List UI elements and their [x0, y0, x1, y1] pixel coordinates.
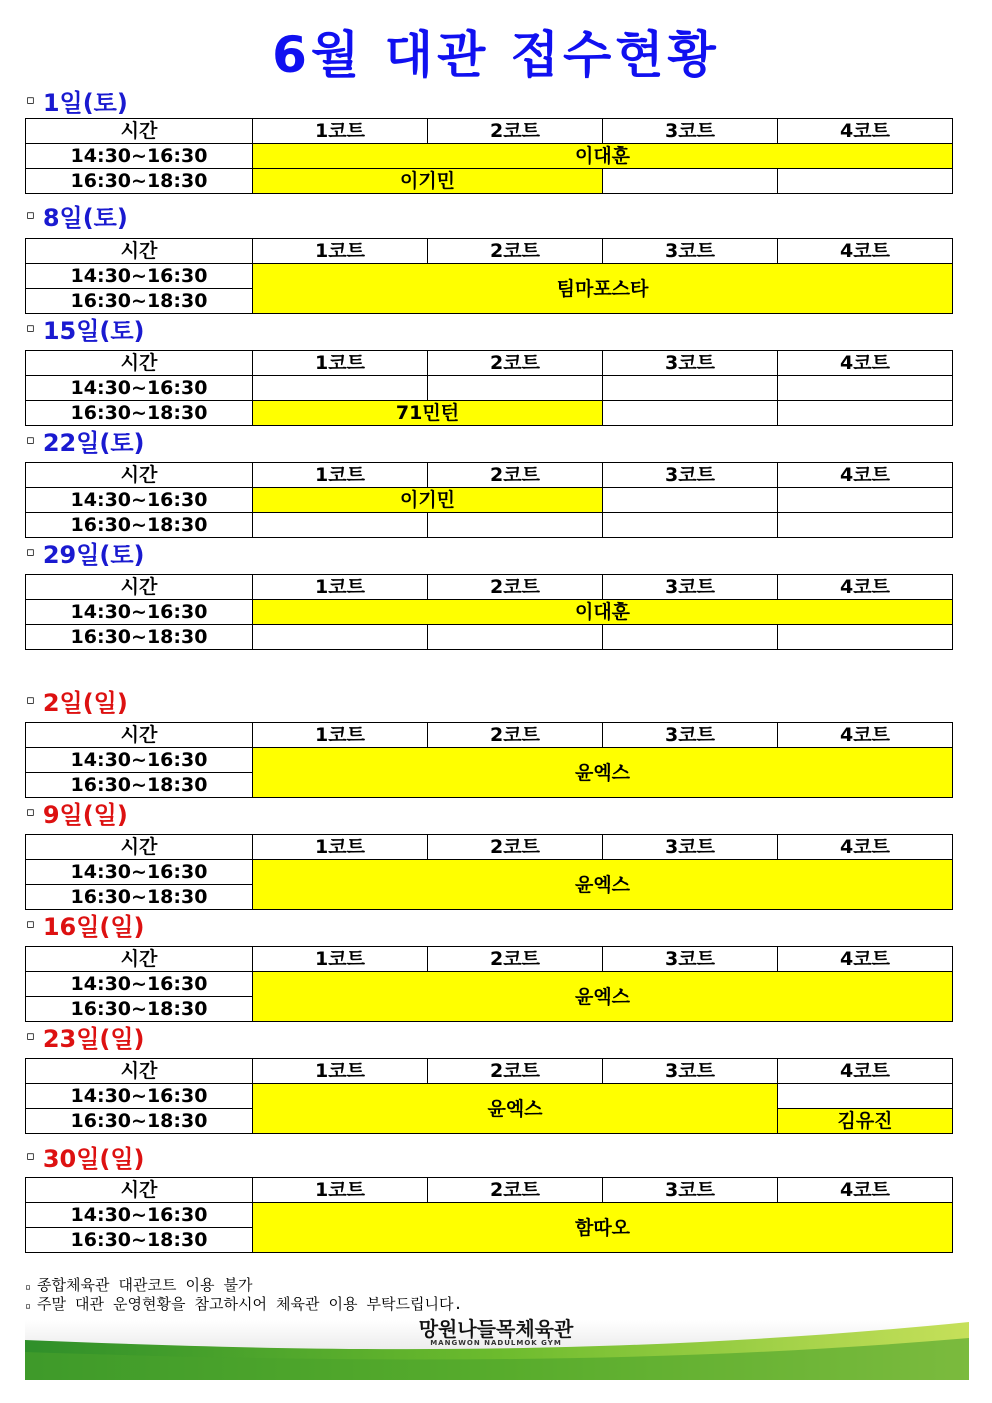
- time-slot: 14:30~16:30: [26, 376, 253, 401]
- empty-cell: [603, 401, 778, 426]
- empty-cell: [428, 513, 603, 538]
- header-court-2: 2코트: [428, 1059, 603, 1084]
- header-court-1: 1코트: [253, 239, 428, 264]
- empty-cell: [253, 625, 428, 650]
- header-time: 시간: [26, 463, 253, 488]
- header-time: 시간: [26, 351, 253, 376]
- header-court-2: 2코트: [428, 239, 603, 264]
- header-time: 시간: [26, 835, 253, 860]
- time-slot: 14:30~16:30: [26, 1084, 253, 1109]
- bullet-icon: ▫: [25, 1282, 32, 1293]
- header-court-3: 3코트: [603, 351, 778, 376]
- empty-cell: [428, 376, 603, 401]
- bullet-icon: ▫: [26, 93, 35, 108]
- booking-cell: 윤엑스: [253, 860, 953, 910]
- booking-cell: 이대훈: [253, 600, 953, 625]
- booking-cell: 이기민: [253, 169, 603, 194]
- schedule-table: [25, 946, 953, 1022]
- header-court-1: 1코트: [253, 351, 428, 376]
- bullet-icon: ▫: [26, 208, 35, 223]
- section-label: ▫ 1일(토): [26, 89, 128, 117]
- header-court-4: 4코트: [778, 119, 953, 144]
- header-time: 시간: [26, 723, 253, 748]
- bullet-icon: ▫: [26, 433, 35, 448]
- empty-cell: [428, 625, 603, 650]
- gym-name: 망원나들목체육관: [418, 1317, 574, 1341]
- time-slot: 16:30~18:30: [26, 773, 253, 798]
- header-court-3: 3코트: [603, 463, 778, 488]
- schedule-table: [25, 118, 953, 194]
- empty-cell: [778, 513, 953, 538]
- header-court-4: 4코트: [778, 575, 953, 600]
- header-time: 시간: [26, 1178, 253, 1203]
- section-label: ▫ 16일(일): [26, 913, 145, 941]
- time-slot: 16:30~18:30: [26, 997, 253, 1022]
- schedule-table: [25, 462, 953, 538]
- time-slot: 14:30~16:30: [26, 264, 253, 289]
- empty-cell: [778, 1084, 953, 1109]
- empty-cell: [778, 401, 953, 426]
- schedule-table: [25, 722, 953, 798]
- header-court-2: 2코트: [428, 351, 603, 376]
- header-time: 시간: [26, 575, 253, 600]
- time-slot: 14:30~16:30: [26, 972, 253, 997]
- header-court-4: 4코트: [778, 463, 953, 488]
- time-slot: 16:30~18:30: [26, 1109, 253, 1134]
- header-court-1: 1코트: [253, 575, 428, 600]
- header-court-3: 3코트: [603, 119, 778, 144]
- section-label: ▫ 22일(토): [26, 429, 145, 457]
- header-time: 시간: [26, 1059, 253, 1084]
- time-slot: 14:30~16:30: [26, 1203, 253, 1228]
- bullet-icon: ▫: [26, 917, 35, 932]
- section-label: ▫ 23일(일): [26, 1025, 145, 1053]
- empty-cell: [603, 625, 778, 650]
- empty-cell: [253, 376, 428, 401]
- section-label: ▫ 15일(토): [26, 317, 145, 345]
- booking-cell: 윤엑스: [253, 972, 953, 1022]
- header-court-3: 3코트: [603, 1059, 778, 1084]
- header-time: 시간: [26, 239, 253, 264]
- header-court-4: 4코트: [778, 947, 953, 972]
- header-time: 시간: [26, 119, 253, 144]
- note-item: ▫ 주말 대관 운영현황을 참고하시어 체육관 이용 부탁드립니다.: [25, 1295, 463, 1313]
- booking-cell: 김유진: [778, 1109, 953, 1134]
- booking-cell: 팀마포스타: [253, 264, 953, 314]
- header-court-2: 2코트: [428, 575, 603, 600]
- time-slot: 14:30~16:30: [26, 600, 253, 625]
- schedule-table: [25, 834, 953, 910]
- header-court-1: 1코트: [253, 119, 428, 144]
- header-court-2: 2코트: [428, 463, 603, 488]
- time-slot: 16:30~18:30: [26, 169, 253, 194]
- header-court-3: 3코트: [603, 575, 778, 600]
- schedule-table: [25, 1058, 953, 1134]
- empty-cell: [778, 169, 953, 194]
- header-court-4: 4코트: [778, 723, 953, 748]
- bullet-icon: ▫: [26, 1149, 35, 1164]
- bullet-icon: ▫: [26, 805, 35, 820]
- header-court-4: 4코트: [778, 1059, 953, 1084]
- empty-cell: [603, 513, 778, 538]
- bullet-icon: ▫: [26, 321, 35, 336]
- header-court-1: 1코트: [253, 947, 428, 972]
- empty-cell: [253, 513, 428, 538]
- header-court-4: 4코트: [778, 239, 953, 264]
- section-label: ▫ 8일(토): [26, 204, 128, 232]
- time-slot: 14:30~16:30: [26, 144, 253, 169]
- header-court-2: 2코트: [428, 947, 603, 972]
- header-court-1: 1코트: [253, 1059, 428, 1084]
- header-court-3: 3코트: [603, 723, 778, 748]
- time-slot: 16:30~18:30: [26, 401, 253, 426]
- header-court-4: 4코트: [778, 1178, 953, 1203]
- time-slot: 14:30~16:30: [26, 748, 253, 773]
- schedule-table: [25, 350, 953, 426]
- schedule-table: [25, 238, 953, 314]
- header-court-2: 2코트: [428, 723, 603, 748]
- booking-cell: 이기민: [253, 488, 603, 513]
- header-court-4: 4코트: [778, 351, 953, 376]
- booking-cell: 71민턴: [253, 401, 603, 426]
- time-slot: 16:30~18:30: [26, 289, 253, 314]
- header-court-2: 2코트: [428, 1178, 603, 1203]
- section-label: ▫ 29일(토): [26, 541, 145, 569]
- header-court-1: 1코트: [253, 463, 428, 488]
- time-slot: 14:30~16:30: [26, 488, 253, 513]
- header-court-1: 1코트: [253, 723, 428, 748]
- booking-cell: 윤엑스: [253, 1084, 778, 1134]
- header-court-3: 3코트: [603, 1178, 778, 1203]
- header-court-3: 3코트: [603, 947, 778, 972]
- booking-cell: 함따오: [253, 1203, 953, 1253]
- empty-cell: [778, 625, 953, 650]
- empty-cell: [603, 488, 778, 513]
- notes: [25, 1277, 463, 1315]
- page-title: 6월 대관 접수현황: [272, 26, 720, 84]
- header-court-3: 3코트: [603, 239, 778, 264]
- empty-cell: [778, 376, 953, 401]
- header-court-3: 3코트: [603, 835, 778, 860]
- time-slot: 16:30~18:30: [26, 1228, 253, 1253]
- section-label: ▫ 9일(일): [26, 801, 128, 829]
- section-label: ▫ 2일(일): [26, 689, 128, 717]
- schedule-table: [25, 574, 953, 650]
- booking-cell: 윤엑스: [253, 748, 953, 798]
- header-court-1: 1코트: [253, 835, 428, 860]
- empty-cell: [603, 376, 778, 401]
- booking-cell: 이대훈: [253, 144, 953, 169]
- note-item: ▫ 종합체육관 대관코트 이용 불가: [25, 1276, 253, 1294]
- section-label: ▫ 30일(일): [26, 1145, 145, 1173]
- header-court-2: 2코트: [428, 119, 603, 144]
- gym-name-english: MANGWON NADULMOK GYM: [430, 1339, 562, 1347]
- bullet-icon: ▫: [26, 1029, 35, 1044]
- schedule-table: [25, 1177, 953, 1253]
- bullet-icon: ▫: [25, 1301, 32, 1312]
- bullet-icon: ▫: [26, 693, 35, 708]
- header-court-1: 1코트: [253, 1178, 428, 1203]
- empty-cell: [778, 488, 953, 513]
- time-slot: 16:30~18:30: [26, 513, 253, 538]
- bullet-icon: ▫: [26, 545, 35, 560]
- header-court-4: 4코트: [778, 835, 953, 860]
- time-slot: 16:30~18:30: [26, 885, 253, 910]
- time-slot: 14:30~16:30: [26, 860, 253, 885]
- time-slot: 16:30~18:30: [26, 625, 253, 650]
- header-time: 시간: [26, 947, 253, 972]
- header-court-2: 2코트: [428, 835, 603, 860]
- empty-cell: [603, 169, 778, 194]
